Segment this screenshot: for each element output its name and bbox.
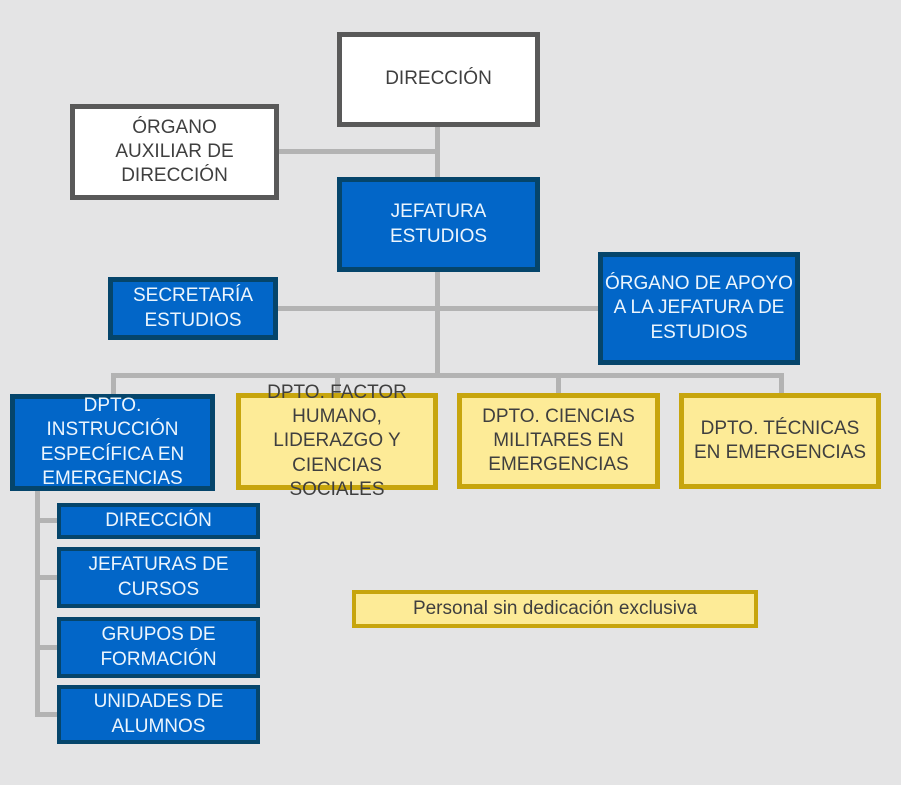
node-unidades-de-alumnos xyxy=(57,685,260,744)
node-jefaturas-de-cursos-label: JEFATURAS DE CURSOS xyxy=(88,554,229,600)
node-organo-de-apoyo-label: ÓRGANO DE APOYO A LA JEFATURA DE ESTUDIOS xyxy=(605,273,793,343)
node-organo-auxiliar-label: ÓRGANO AUXILIAR DE DIRECCIÓN xyxy=(115,116,234,187)
node-jefaturas-de-cursos xyxy=(57,547,260,608)
node-secretaria-estudios xyxy=(108,277,278,340)
connector-stub-unidades-alumnos xyxy=(35,712,57,717)
node-direccion-label: DIRECCIÓN xyxy=(385,68,492,90)
node-jefatura-estudios xyxy=(337,177,540,272)
node-unidades-de-alumnos-label: UNIDADES DE ALUMNOS xyxy=(93,691,224,737)
connector-stub-grupos-formacion xyxy=(35,645,57,650)
connector-secretaria-organo-apoyo xyxy=(278,306,598,311)
node-dpto-instruccion-label: DPTO. INSTRUCCIÓN ESPECÍFICA EN EMERGENCIAS xyxy=(40,394,185,489)
legend-personal-sin-dedicacion xyxy=(352,590,758,628)
connector-departments-rail xyxy=(111,373,784,378)
node-grupos-de-formacion xyxy=(57,617,260,678)
node-organo-auxiliar-de-direccion xyxy=(70,104,279,200)
connector-stub-sub-direccion xyxy=(35,518,57,523)
connector-stub-dpto-instruccion xyxy=(111,373,116,394)
node-direccion xyxy=(337,32,540,127)
node-grupos-de-formacion-label: GRUPOS DE FORMACIÓN xyxy=(100,624,217,670)
node-organo-de-apoyo xyxy=(598,252,800,365)
node-dpto-instruccion-especifica xyxy=(10,394,215,491)
connector-stub-dpto-tecnicas xyxy=(779,373,784,393)
connector-organo-auxiliar-trunk xyxy=(279,149,437,154)
node-dpto-factor-humano xyxy=(236,381,438,500)
node-jefatura-estudios-label: JEFATURA ESTUDIOS xyxy=(389,201,488,247)
node-dpto-factor-humano-label: DPTO. FACTOR HUMANO, LIDERAZGO Y CIENCIAS SOCIALES xyxy=(267,381,407,500)
connector-jefatura-departments-trunk xyxy=(435,272,440,378)
node-dpto-tecnicas-label: DPTO. TÉCNICAS EN EMERGENCIAS xyxy=(693,417,867,463)
node-sub-direccion-label: DIRECCIÓN xyxy=(105,509,212,531)
legend-label: Personal sin dedicación exclusiva xyxy=(412,597,698,619)
node-sub-direccion xyxy=(57,503,260,539)
connector-stub-dpto-ciencias-militares xyxy=(556,373,561,393)
connector-instruccion-subtree-trunk xyxy=(35,491,40,717)
node-secretaria-estudios-label: SECRETARÍA ESTUDIOS xyxy=(132,285,253,331)
node-dpto-tecnicas xyxy=(679,393,881,489)
node-dpto-ciencias-militares xyxy=(457,393,660,489)
node-dpto-ciencias-militares-label: DPTO. CIENCIAS MILITARES EN EMERGENCIAS xyxy=(482,405,635,476)
connector-stub-jefaturas-cursos xyxy=(35,575,57,580)
